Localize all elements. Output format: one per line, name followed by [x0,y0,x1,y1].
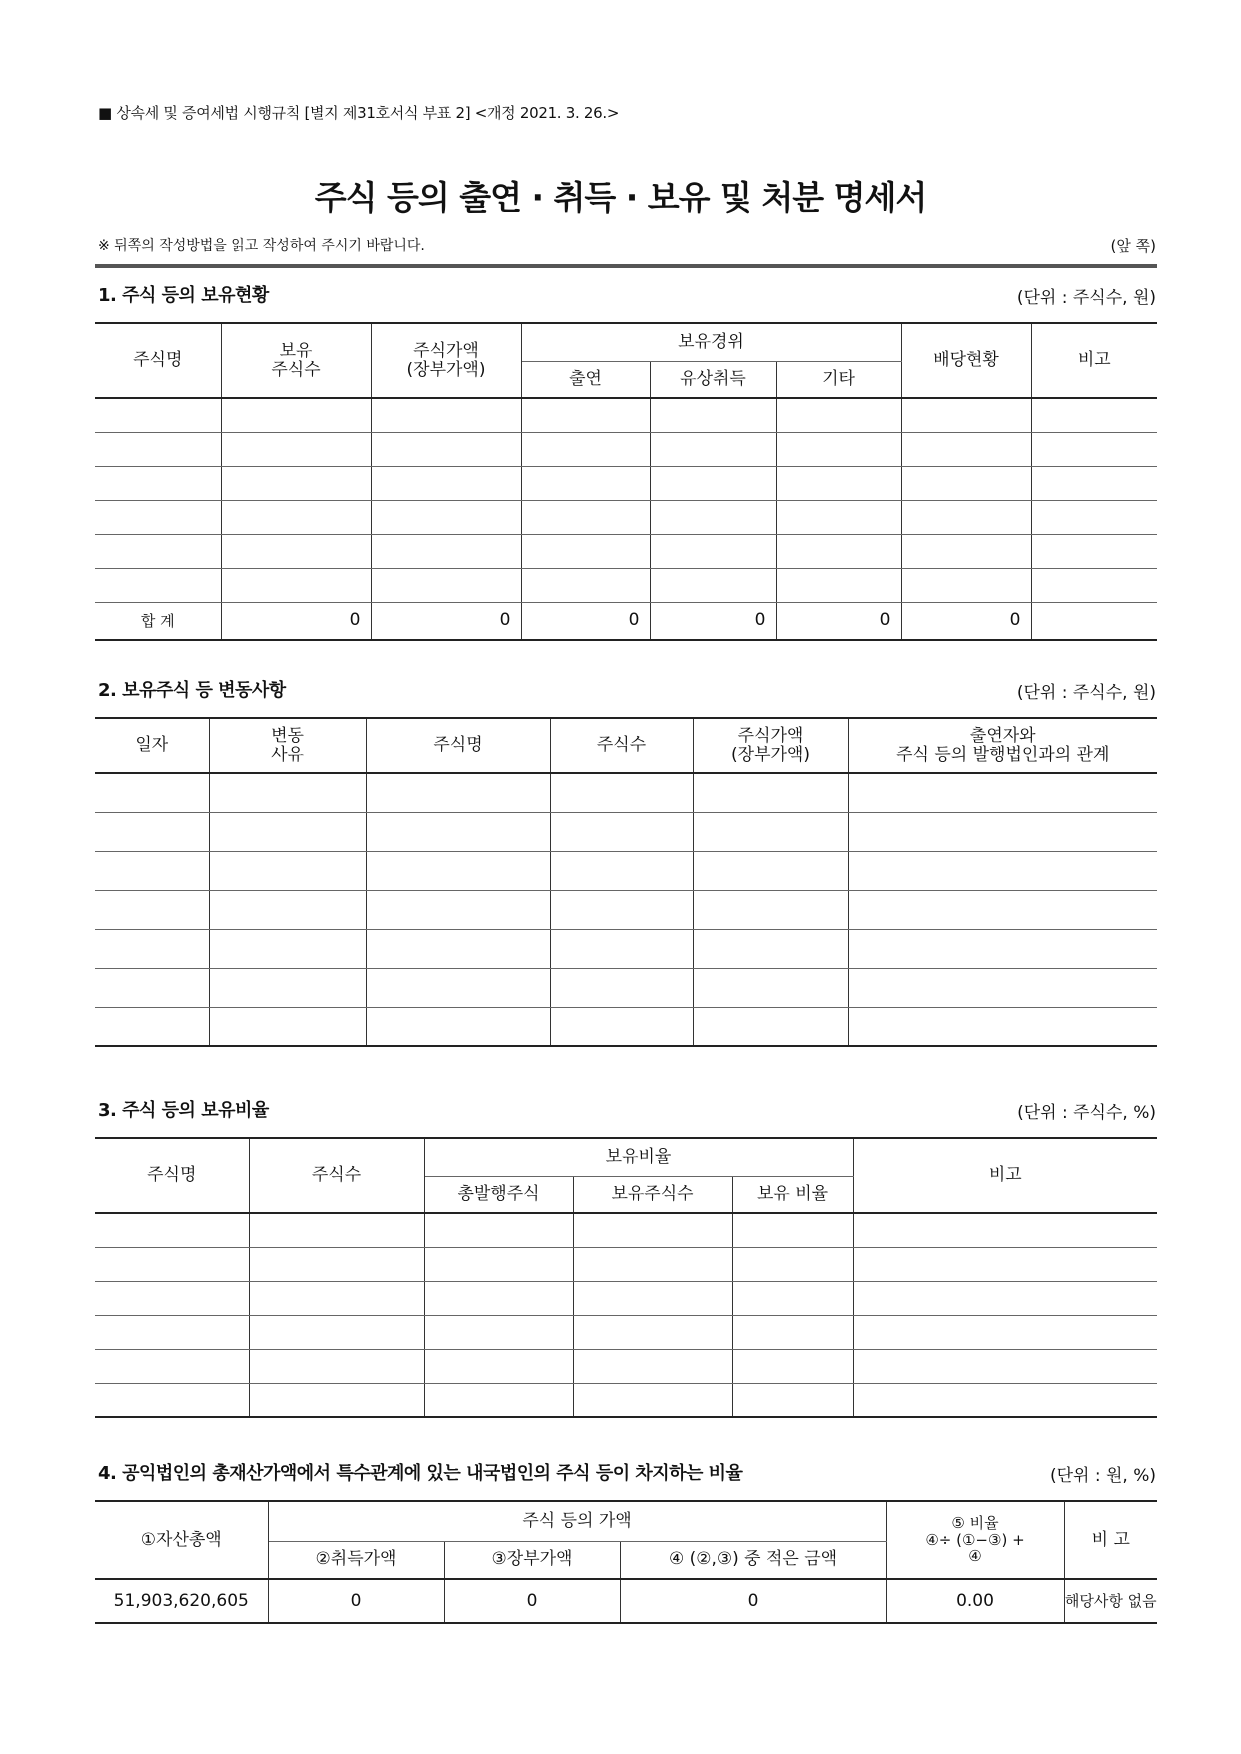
table-cell[interactable] [521,568,650,602]
col-ratio: ⑤ 비율 ④÷ (①−③) + ④ [886,1501,1064,1579]
table-cell[interactable] [650,568,776,602]
table-cell[interactable] [853,1247,1157,1281]
total-held-shares[interactable]: 0 [221,602,371,640]
section1-heading: 1. 주식 등의 보유현황 [98,285,269,306]
table-cell[interactable] [95,534,221,568]
table-cell[interactable] [249,1247,424,1281]
table-row [95,812,1157,851]
table-cell[interactable] [550,773,693,812]
col-shares: 주식수 [249,1138,424,1213]
table-cell[interactable] [550,890,693,929]
table-cell[interactable] [732,1281,853,1315]
table-cell[interactable] [1031,500,1157,534]
table-cell[interactable] [209,929,366,968]
table-cell[interactable] [693,929,848,968]
table-cell[interactable] [1031,466,1157,500]
table-cell[interactable] [249,1349,424,1383]
total-label: 합 계 [95,602,221,640]
table-cell[interactable] [95,1007,209,1046]
table-cell[interactable] [521,466,650,500]
col-holding-history: 보유경위 [521,323,901,361]
col-stock-name: 주식명 [95,323,221,398]
section3-unit: (단위 : 주식수, %) [1017,1103,1156,1123]
table-cell[interactable] [573,1281,732,1315]
page-side-label: (앞 쪽) [1110,237,1156,255]
table-cell[interactable] [732,1383,853,1417]
page-title: 주식 등의 출연 · 취득 · 보유 및 처분 명세서 [314,178,927,217]
table-cell[interactable] [901,534,1031,568]
table-cell[interactable] [366,929,550,968]
col-total-assets: ①자산총액 [95,1501,268,1579]
col-relation: 출연자와 주식 등의 발행법인과의 관계 [848,718,1157,773]
section2-heading: 2. 보유주식 등 변동사항 [98,680,286,701]
table-row [95,1281,1157,1315]
table-cell[interactable] [550,929,693,968]
table-cell[interactable] [573,1315,732,1349]
table-cell[interactable] [95,1349,249,1383]
table-cell[interactable] [209,1007,366,1046]
table-cell[interactable] [573,1349,732,1383]
col-dividend-status: 배당현황 [901,323,1031,398]
table-cell[interactable] [848,929,1157,968]
table-cell[interactable] [249,1383,424,1417]
table-row [95,929,1157,968]
col-stock-value: 주식가액 (장부가액) [693,718,848,773]
total-remarks[interactable] [1031,602,1157,640]
col-stock-name: 주식명 [366,718,550,773]
table-cell[interactable] [424,1349,573,1383]
table-row [95,1383,1157,1417]
table-cell[interactable] [848,1007,1157,1046]
table-cell[interactable] [1031,398,1157,432]
table-cell[interactable] [95,500,221,534]
table-cell[interactable] [249,1315,424,1349]
table-cell[interactable] [221,534,371,568]
table-row [95,1579,1157,1623]
table-cell[interactable] [249,1281,424,1315]
table-cell[interactable] [693,890,848,929]
total-row [95,602,1157,640]
table-cell[interactable] [848,851,1157,890]
table-cell[interactable] [424,1315,573,1349]
table-cell[interactable] [424,1247,573,1281]
table-cell[interactable] [573,1383,732,1417]
table-cell[interactable] [366,773,550,812]
section3-heading: 3. 주식 등의 보유비율 [98,1100,269,1121]
table-cell[interactable] [95,1383,249,1417]
table-cell[interactable] [521,534,650,568]
table-cell[interactable] [371,398,521,432]
table-cell[interactable] [693,812,848,851]
table-cell[interactable] [95,1247,249,1281]
total-contribution[interactable]: 0 [521,602,650,640]
total-dividend-status[interactable]: 0 [901,602,1031,640]
table-cell[interactable] [550,1007,693,1046]
section4-heading: 4. 공익법인의 총재산가액에서 특수관계에 있는 내국법인의 주식 등이 차지하는 비율 [98,1463,743,1484]
table-cell[interactable] [95,890,209,929]
table-row [95,568,1157,602]
table-cell[interactable] [221,568,371,602]
table-row [95,534,1157,568]
table-cell[interactable] [573,1247,732,1281]
table-cell[interactable] [776,534,901,568]
table-cell[interactable] [650,466,776,500]
col-book-value: ③장부가액 [444,1541,620,1579]
col-stock-value: 주식가액 (장부가액) [371,323,521,398]
table-cell[interactable] [95,1281,249,1315]
table-row [95,1213,1157,1247]
table-cell[interactable] [901,432,1031,466]
table-cell[interactable] [95,773,209,812]
table-cell[interactable] [901,568,1031,602]
table-cell[interactable] [521,432,650,466]
col-other: 기타 [776,361,901,398]
table-row [95,851,1157,890]
table-cell[interactable] [95,398,221,432]
table-cell[interactable] [693,1007,848,1046]
total-stock-value[interactable]: 0 [371,602,521,640]
ratio-value[interactable]: 0.00 [886,1579,1064,1623]
table-cell[interactable] [95,929,209,968]
col-date: 일자 [95,718,209,773]
col-paid-acquisition: 유상취득 [650,361,776,398]
table-cell[interactable] [95,812,209,851]
total-other[interactable]: 0 [776,602,901,640]
table-row [95,1007,1157,1046]
table-row [95,773,1157,812]
total-paid-acquisition[interactable]: 0 [650,602,776,640]
section2-unit: (단위 : 주식수, 원) [1016,683,1156,703]
table-cell[interactable] [848,968,1157,1007]
table-cell[interactable] [424,1213,573,1247]
table-cell[interactable] [650,500,776,534]
table-cell[interactable] [95,432,221,466]
col-acquisition-value: ②취득가액 [268,1541,444,1579]
table-row [95,432,1157,466]
table-cell[interactable] [848,812,1157,851]
table-cell[interactable] [209,773,366,812]
col-held-shares: 보유 주식수 [221,323,371,398]
table-cell[interactable] [573,1213,732,1247]
table-cell[interactable] [901,466,1031,500]
table-cell[interactable] [221,432,371,466]
table-cell[interactable] [366,1007,550,1046]
table-cell[interactable] [95,968,209,1007]
total-assets-value[interactable]: 51,903,620,605 [95,1579,268,1623]
col-change-reason: 변동 사유 [209,718,366,773]
instruction-note: ※ 뒤쪽의 작성방법을 읽고 작성하여 주시기 바랍니다. [98,238,425,254]
table-row [95,1349,1157,1383]
table-cell[interactable] [371,432,521,466]
table-cell[interactable] [95,1213,249,1247]
table-cell[interactable] [221,466,371,500]
table-cell[interactable] [424,1281,573,1315]
table-cell[interactable] [848,890,1157,929]
table-cell[interactable] [95,1315,249,1349]
section1-unit: (단위 : 주식수, 원) [1016,288,1156,308]
acquisition-value[interactable]: 0 [268,1579,444,1623]
table-cell[interactable] [776,568,901,602]
table-cell[interactable] [853,1315,1157,1349]
table-row [95,1247,1157,1281]
table-cell[interactable] [95,851,209,890]
col-remarks: 비고 [853,1138,1157,1213]
book-value[interactable]: 0 [444,1579,620,1623]
table-cell[interactable] [693,773,848,812]
header-divider [95,264,1157,268]
table-cell[interactable] [650,534,776,568]
table-cell[interactable] [776,500,901,534]
table-cell[interactable] [371,534,521,568]
table-cell[interactable] [209,812,366,851]
table-cell[interactable] [550,812,693,851]
holdings-table [95,322,1157,641]
section4-unit: (단위 : 원, %) [1049,1466,1156,1486]
col-remarks: 비고 [1031,323,1157,398]
table-cell[interactable] [853,1349,1157,1383]
table-cell[interactable] [693,968,848,1007]
table-cell[interactable] [521,500,650,534]
col-lesser-amount: ④ (②,③) 중 적은 금액 [620,1541,886,1579]
table-cell[interactable] [853,1383,1157,1417]
table-cell[interactable] [209,890,366,929]
table-cell[interactable] [209,851,366,890]
table-cell[interactable] [366,968,550,1007]
col-holding-ratio: 보유비율 [424,1138,853,1176]
changes-table [95,717,1157,1047]
holding-ratio-table [95,1137,1157,1418]
col-held-shares: 보유주식수 [573,1176,732,1213]
table-cell[interactable] [550,968,693,1007]
table-row [95,466,1157,500]
table-cell[interactable] [366,890,550,929]
table-cell[interactable] [650,398,776,432]
table-cell[interactable] [776,432,901,466]
col-contribution: 출연 [521,361,650,398]
table-cell[interactable] [732,1315,853,1349]
table-row [95,500,1157,534]
table-cell[interactable] [221,398,371,432]
table-cell[interactable] [1031,432,1157,466]
remarks-value[interactable]: 해당사항 없음 [1064,1579,1157,1623]
table-cell[interactable] [848,773,1157,812]
table-row [95,398,1157,432]
col-ratio: 보유 비율 [732,1176,853,1213]
table-cell[interactable] [249,1213,424,1247]
table-cell[interactable] [95,568,221,602]
table-row [95,1315,1157,1349]
table-cell[interactable] [650,432,776,466]
table-cell[interactable] [776,466,901,500]
table-row [95,968,1157,1007]
table-cell[interactable] [853,1281,1157,1315]
table-cell[interactable] [521,398,650,432]
col-remarks: 비 고 [1064,1501,1157,1579]
table-cell[interactable] [424,1383,573,1417]
table-cell[interactable] [732,1213,853,1247]
col-total-issued: 총발행주식 [424,1176,573,1213]
table-row [95,890,1157,929]
table-cell[interactable] [732,1247,853,1281]
table-cell[interactable] [732,1349,853,1383]
table-cell[interactable] [901,500,1031,534]
table-cell[interactable] [1031,534,1157,568]
table-cell[interactable] [693,851,848,890]
table-cell[interactable] [371,500,521,534]
lesser-amount[interactable]: 0 [620,1579,886,1623]
col-shares: 주식수 [550,718,693,773]
table-cell[interactable] [776,398,901,432]
form-header: ■ 상속세 및 증여세법 시행규칙 [별지 제31호서식 부표 2] <개정 2021. 3. 26.> [98,104,620,122]
table-cell[interactable] [221,500,371,534]
ratio-table [95,1500,1157,1624]
table-cell[interactable] [366,851,550,890]
table-cell[interactable] [1031,568,1157,602]
table-cell[interactable] [371,568,521,602]
table-cell[interactable] [853,1213,1157,1247]
table-cell[interactable] [209,968,366,1007]
table-cell[interactable] [366,812,550,851]
col-stock-name: 주식명 [95,1138,249,1213]
col-stock-value: 주식 등의 가액 [268,1501,886,1541]
table-cell[interactable] [550,851,693,890]
table-cell[interactable] [901,398,1031,432]
table-cell[interactable] [95,466,221,500]
table-cell[interactable] [371,466,521,500]
